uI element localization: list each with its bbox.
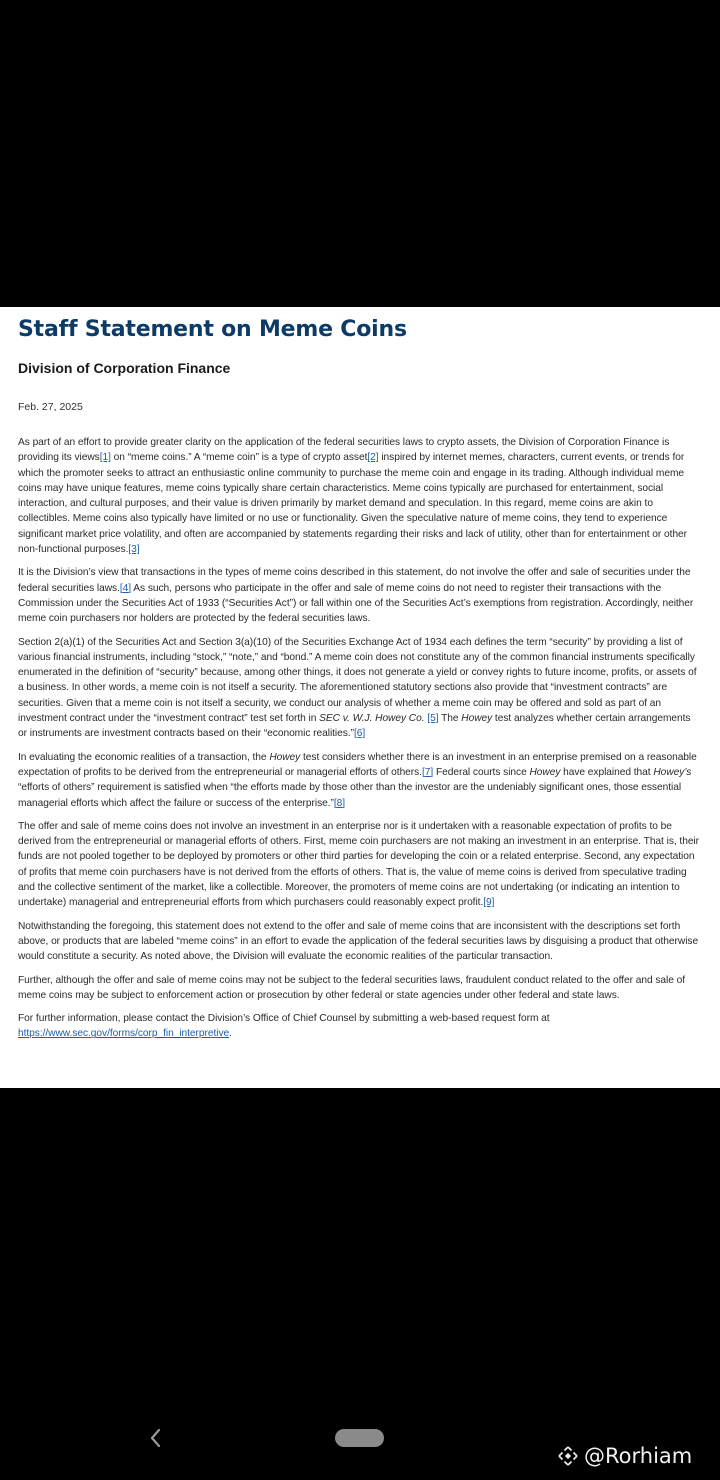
nav-home-pill-button[interactable]	[335, 1429, 384, 1447]
footnote-link-9[interactable]: [9]	[483, 897, 495, 909]
text: test considers whether there is an investment in an enterprise premised on a reasonable expectation of profits to be derived from the entrepreneurial or managerial efforts of others.	[18, 751, 697, 778]
footnote-link-1[interactable]: [1]	[99, 452, 111, 464]
watermark-handle: @Rorhiam	[584, 1444, 693, 1468]
case-name: Howey’s	[653, 766, 692, 778]
statement-body	[18, 435, 702, 1042]
text: “efforts of others” requirement is satisfied when “the efforts made by those other than the investor are the undeniably significant ones, those essential managerial efforts which affect the failure or success of the enterprise.”	[18, 782, 682, 809]
case-citation: SEC v. W.J. Howey Co.	[319, 713, 425, 725]
watermark	[556, 1440, 692, 1472]
footnote-link-4[interactable]: [4]	[119, 582, 132, 594]
text: For further information, please contact the Division’s Office of Chief Counsel by submitting a web-based request form at	[18, 1013, 550, 1025]
text: As part of an effort to provide greater clarity on the application of the federal securities laws to crypto assets, the Division of Corporation Finance is providing its views	[18, 437, 670, 464]
page-title: Staff Statement on Meme Coins	[18, 317, 407, 342]
text: Further, although the offer and sale of meme coins may not be subject to the federal securities laws, fraudulent conduct related to the offer and sale of meme coins may be subject to enforcement action or prosecution by other federal or state agencies under other federal and state laws.	[18, 974, 686, 1001]
footnote-link-5[interactable]: [5]	[427, 713, 439, 725]
paragraph-2	[18, 565, 702, 626]
text: inspired by internet memes, characters, current events, or trends for which the promoter seeks to attract an enthusiastic online community to purchase the meme coin and engage in its trading. Although individual meme coins may have unique features, meme coins typically share certain characteristics. Meme coins typically are purchased for entertainment, social interaction, and cultural purposes, and their value is driven primarily by market demand and speculation. In this regard, meme coins are akin to collectibles. Meme coins also typically have limited or no use or functionality. Given the speculative nature of meme coins, they tend to experience significant market price volatility, and often are accompanied by statements regarding their risks and lack of utility, other than for entertainment or other non-functional purposes.	[18, 452, 688, 556]
paragraph-8	[18, 1011, 702, 1042]
footnote-link-2[interactable]: [2]	[367, 452, 379, 464]
text: In evaluating the economic realities of a transaction, the	[18, 751, 270, 763]
interpretive-request-form-link[interactable]: https://www.sec.gov/forms/corp_fin_interpretive	[18, 1028, 230, 1040]
paragraph-4	[18, 750, 702, 811]
footnote-link-3[interactable]: [3]	[128, 544, 140, 556]
case-name: Howey	[269, 751, 301, 763]
paragraph-5	[18, 819, 702, 911]
text: The	[438, 713, 462, 725]
division-subtitle: Division of Corporation Finance	[18, 360, 231, 376]
paragraph-1	[18, 435, 702, 557]
text: Section 2(a)(1) of the Securities Act and Section 3(a)(10) of the Securities Exchange Act of 1934 each defines the term “security” by providing a list of various financial instruments, including “stock,” “note,” and “bond.” A meme coin does not constitute any of the common financial instruments specifically enumerated in the definition of “security” because, among other things, it does not generate a yield or convey rights to future income, profits, or assets of a business. In other words, a meme coin is not itself a security. The aforementioned statutory sections also provide that “investment contracts” are securities. Given that a meme coin is not itself a security, we conduct our analysis of whether a meme coin may be offered and sold as part of an investment contract under the “investment contract” test set forth in	[18, 636, 697, 725]
text: test analyzes whether certain arrangements or instruments are investment contracts based on their “economic realities.”	[18, 713, 691, 740]
case-name: Howey	[529, 766, 561, 778]
text: Notwithstanding the foregoing, this statement does not extend to the offer and sale of meme coins that are inconsistent with the descriptions set forth above, or products that are labeled “meme coins” in an effort to evade the application of the federal securities laws by disguising a product that otherwise would constitute a security. As noted above, the Division will evaluate the economic realities of the particular transaction.	[18, 920, 699, 963]
footnote-link-7[interactable]: [7]	[421, 766, 434, 778]
text: Federal courts since	[433, 766, 530, 778]
paragraph-7	[18, 973, 702, 1004]
text: on “meme coins.” A “meme coin” is a type of crypto asset	[110, 452, 368, 464]
text: have explained that	[560, 766, 654, 778]
case-name: Howey	[461, 713, 493, 725]
footnote-link-6[interactable]: [6]	[353, 728, 366, 740]
paragraph-3	[18, 635, 702, 742]
footnote-link-8[interactable]: [8]	[333, 797, 346, 809]
text: The offer and sale of meme coins does not involve an investment in an enterprise nor is it undertaken with a reasonable expectation of profits to be derived from the entrepreneurial or managerial efforts of others. First, meme coin purchasers are not making an investment in an enterprise. That is, their funds are not pooled together to be deployed by promoters or other third parties for developing the coin or a related enterprise. Second, any expectation of profits that meme coin purchasers have is not derived from the efforts of others. That is, the value of meme coins is derived from speculative trading and the collective sentiment of the market, like a collectible. Moreover, the promoters of meme coins are not undertaking (or indicating an intention to undertake) managerial and entrepreneurial efforts from which purchasers could reasonably expect profit.	[18, 820, 699, 909]
text: It is the Division’s view that transactions in the types of meme coins described in this statement, do not involve the offer and sale of securities under the federal securities laws.	[18, 567, 691, 594]
publish-date: Feb. 27, 2025	[18, 401, 83, 413]
paragraph-6	[18, 919, 702, 965]
text: As such, persons who participate in the offer and sale of meme coins do not need to register their transactions with the Commission under the Securities Act of 1933 (“Securities Act”) or fall within one of the Securities Act’s exemptions from registration. Accordingly, neither meme coin purchasers nor holders are protected by the federal securities laws.	[18, 582, 694, 625]
document-page	[0, 307, 720, 1088]
nav-back-button[interactable]	[146, 1426, 166, 1450]
binance-logo-icon	[556, 1444, 580, 1468]
text: .	[229, 1028, 232, 1040]
chevron-left-icon	[146, 1426, 166, 1450]
